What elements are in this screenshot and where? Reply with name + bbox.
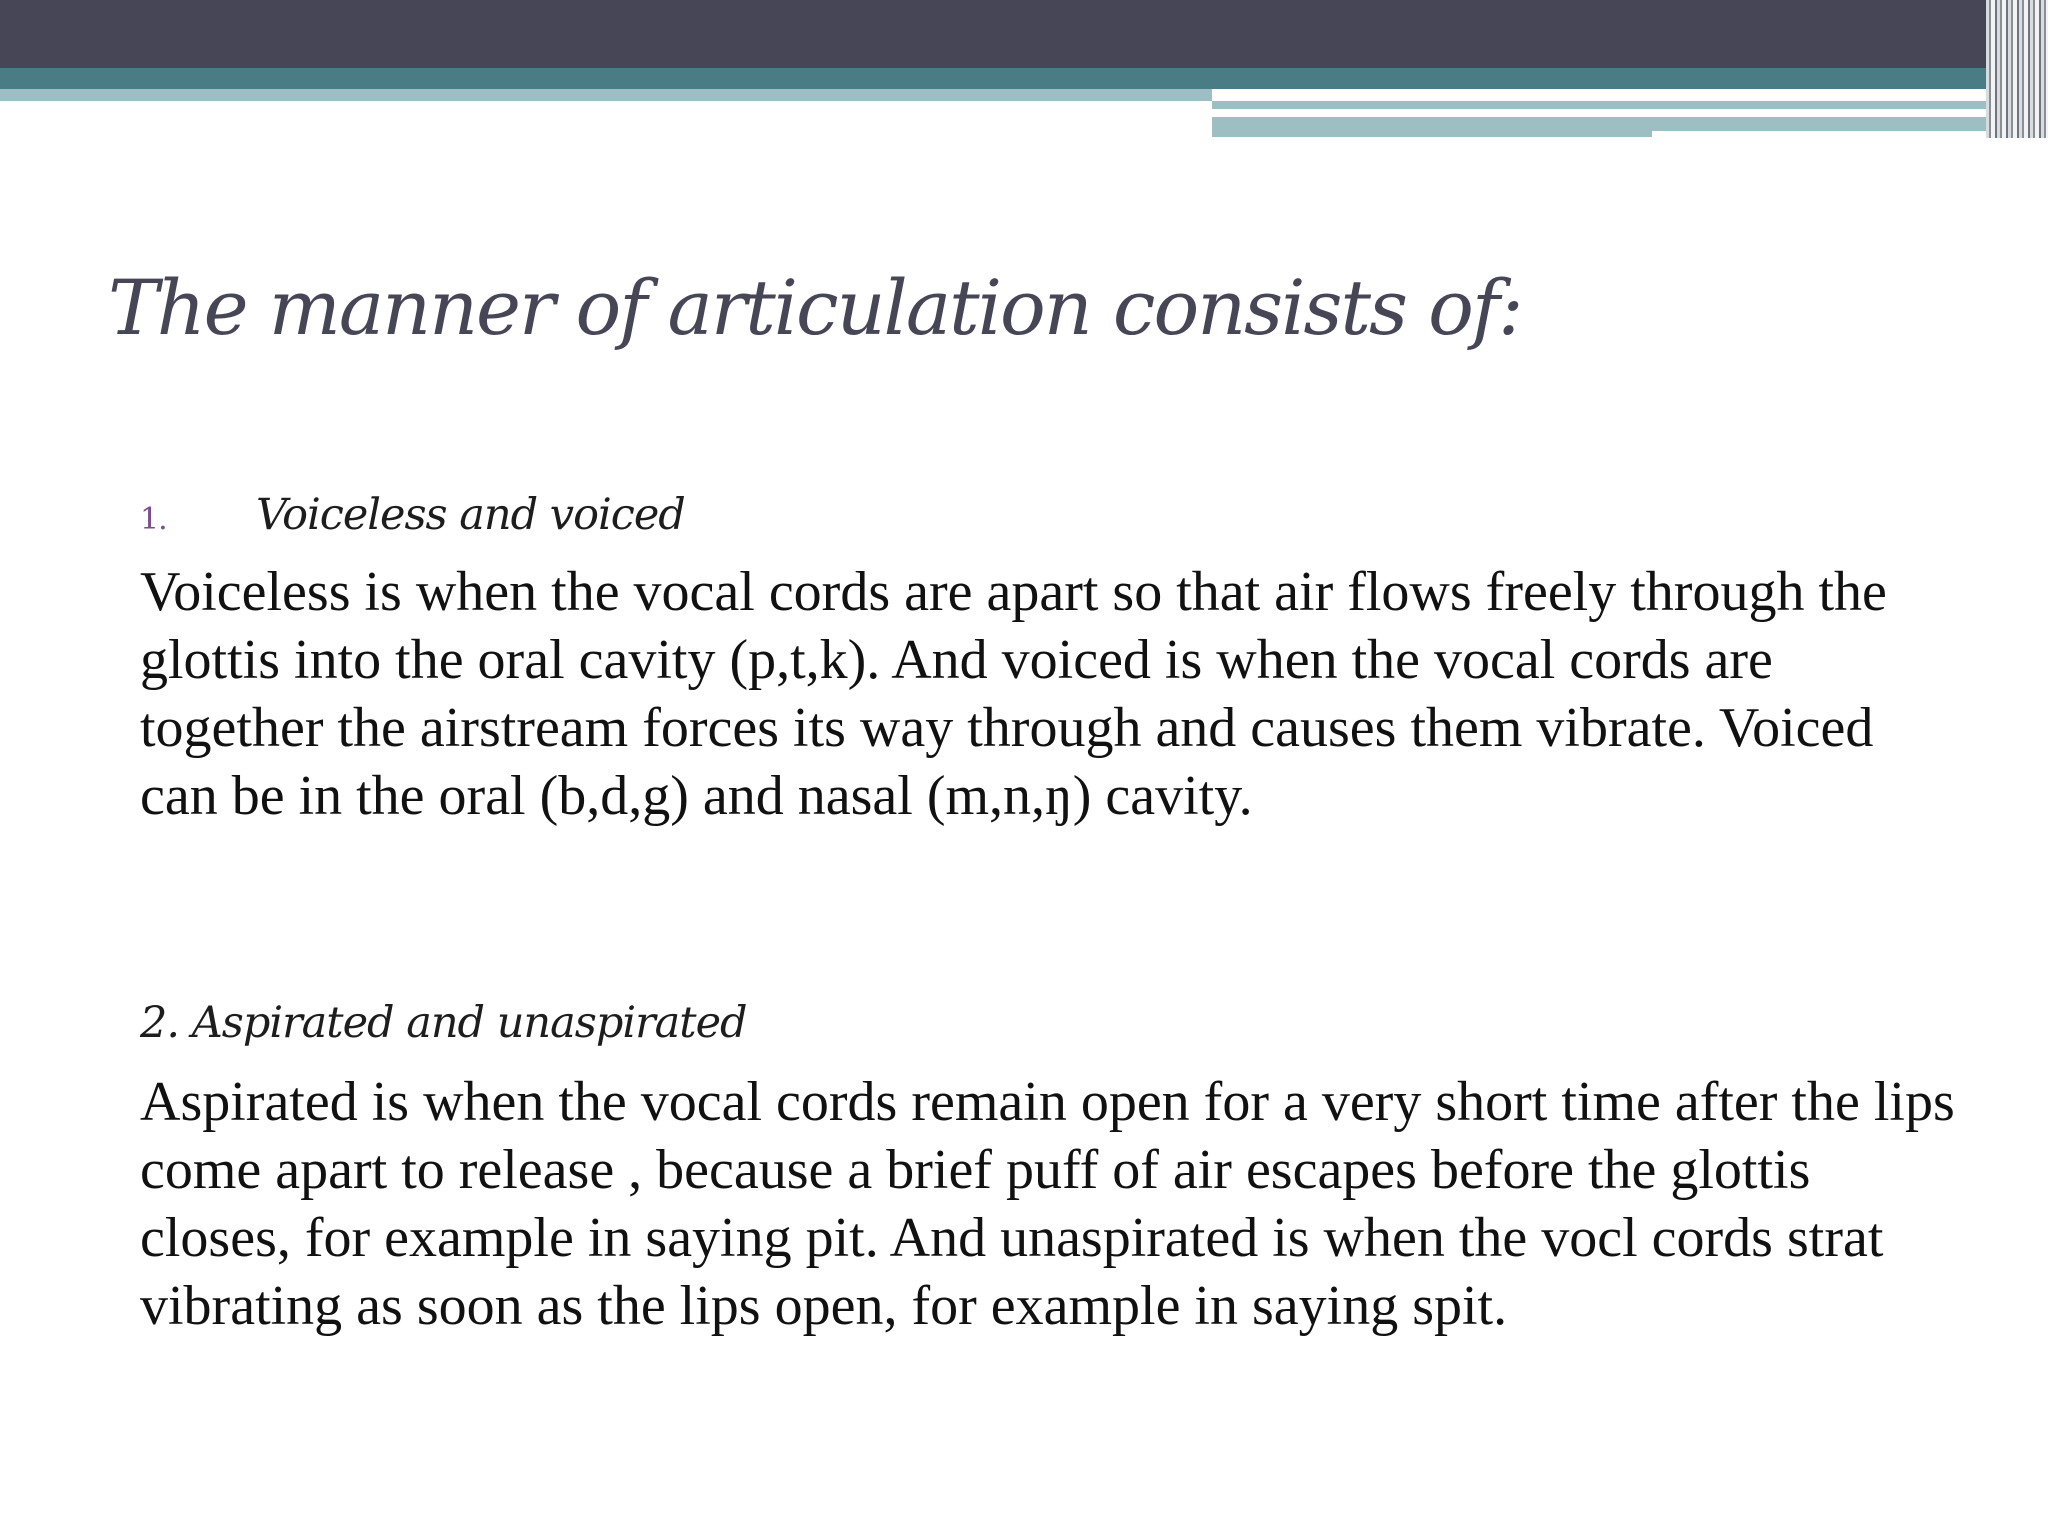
- paragraph-voiceless-voiced: Voiceless is when the vocal cords are apart so that air flows freely through the glottis into the oral cavity (p,t,k). And voiced is when the vocal cords are together the airstream forces its way through and causes them vibrate. Voiced can be in the oral (b,d,g) and nasal (m,n,ŋ) cavity.: [140, 561, 1887, 827]
- list-item-heading-2: [140, 998, 747, 1050]
- slide-title: The manner of articulation consists of:: [108, 263, 1522, 352]
- header-band-teal: [0, 68, 2048, 89]
- header-band-light-low: [1212, 117, 1652, 137]
- header-band-light-right: [1212, 101, 2048, 109]
- list-number-1: 1.: [140, 502, 167, 537]
- list-heading-text-1: Voiceless and voiced: [256, 490, 685, 540]
- header-stripes: [1986, 0, 2048, 138]
- list-item-heading-1: [140, 490, 685, 542]
- paragraph-aspirated-unaspirated: Aspirated is when the vocal cords remain open for a very short time after the lips come apart to release , because a brief puff of air escapes before the glottis closes, for example in saying pit. And unaspirated is when the vocl cords strat vibrating as soon as the lips open, for example in saying spit.: [140, 1071, 1955, 1337]
- header-band-light-left: [0, 89, 1212, 101]
- list-heading-text-2: 2. Aspirated and unaspirated: [140, 998, 747, 1048]
- header-white-line: [1212, 111, 1897, 115]
- header-band-dark: [0, 0, 2048, 68]
